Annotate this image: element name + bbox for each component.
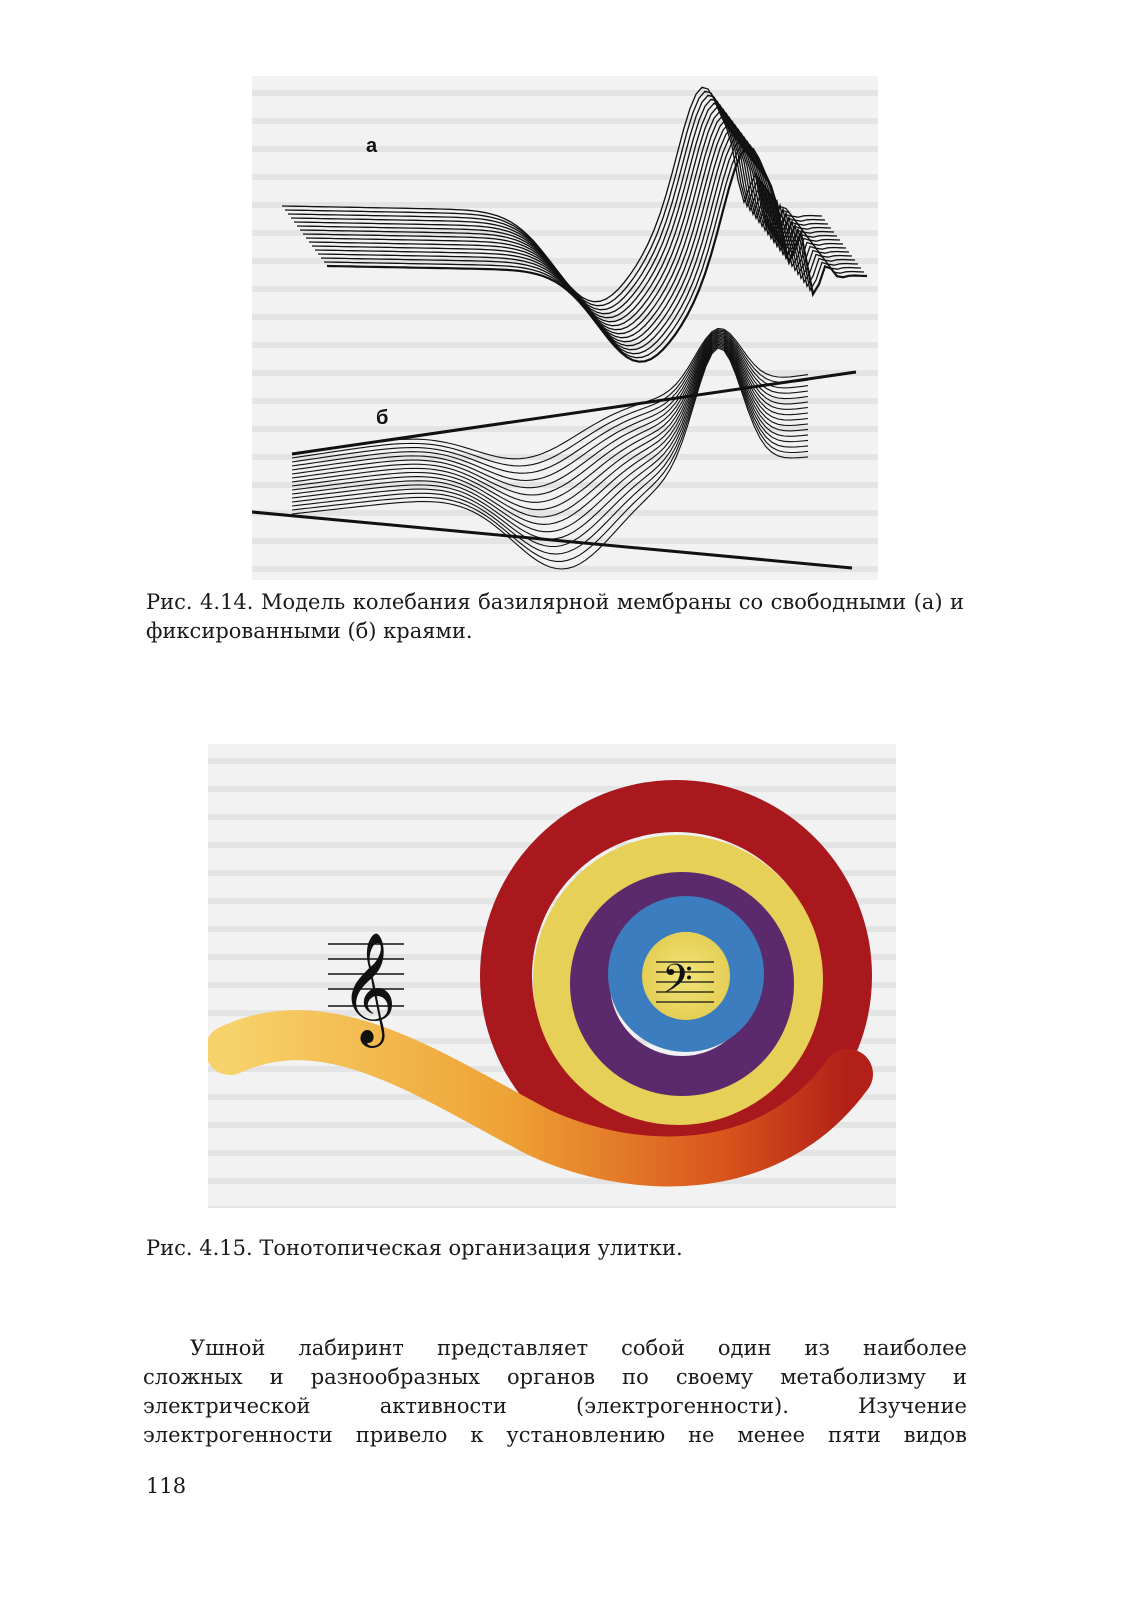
paragraph-word: видов (903, 1423, 967, 1447)
treble-clef-icon: 𝄞 (340, 931, 397, 1043)
wave-surface-free-edges (282, 87, 867, 361)
paragraph-word: один (717, 1336, 772, 1360)
paragraph-word: из (804, 1336, 830, 1360)
paragraph-word: менее (737, 1423, 806, 1447)
paragraph-word: собой (621, 1336, 685, 1360)
paragraph-word: (электрогенности). (576, 1394, 789, 1418)
paragraph-word: Изучение (858, 1394, 967, 1418)
paragraph-line (143, 1392, 967, 1421)
paragraph-word: органов (507, 1365, 596, 1389)
paragraph-word: разнообразных (310, 1365, 480, 1389)
paragraph-word: и (269, 1365, 284, 1389)
bass-clef-icon: 𝄢 (662, 956, 693, 1012)
treble-staff (328, 931, 404, 1048)
cochlea-spiral-drawing (208, 744, 896, 1208)
paragraph-word: сложных (143, 1365, 243, 1389)
label-a: а (366, 135, 378, 157)
paragraph-word: своему (675, 1365, 754, 1389)
paragraph-word: представляет (436, 1336, 589, 1360)
figure-4-14-basilar-membrane-model (252, 76, 878, 580)
paragraph-word: и (952, 1365, 967, 1389)
wave-surface-fixed-edges (252, 329, 856, 570)
paragraph-line (143, 1421, 967, 1450)
paragraph-line (143, 1334, 967, 1363)
paragraph-word: пяти (827, 1423, 881, 1447)
paragraph-word: по (622, 1365, 649, 1389)
paragraph-word: привело (355, 1423, 448, 1447)
body-paragraph (143, 1334, 967, 1450)
paragraph-word: активности (379, 1394, 507, 1418)
paragraph-word: электрической (143, 1394, 311, 1418)
paragraph-word: наиболее (862, 1336, 967, 1360)
page-number: 118 (146, 1474, 187, 1498)
paragraph-word: лабиринт (298, 1336, 404, 1360)
figure-4-15-cochlea-tonotopy (208, 744, 896, 1208)
figure-4-14-caption: Рис. 4.14. Модель колебания базилярной мембраны со свободными (а) и фиксированными (б) краями. (146, 590, 964, 643)
wave-model-drawing (252, 76, 878, 580)
figure-4-15-caption: Рис. 4.15. Тонотопическая организация улитки. (146, 1236, 683, 1260)
paragraph-line (143, 1363, 967, 1392)
label-b: б (376, 407, 389, 429)
paragraph-word: электрогенности (143, 1423, 333, 1447)
paragraph-word: метаболизму (780, 1365, 926, 1389)
paragraph-word: Ушной (190, 1336, 266, 1360)
paragraph-word: не (688, 1423, 715, 1447)
paragraph-word: к (470, 1423, 484, 1447)
paragraph-word: установлению (506, 1423, 666, 1447)
